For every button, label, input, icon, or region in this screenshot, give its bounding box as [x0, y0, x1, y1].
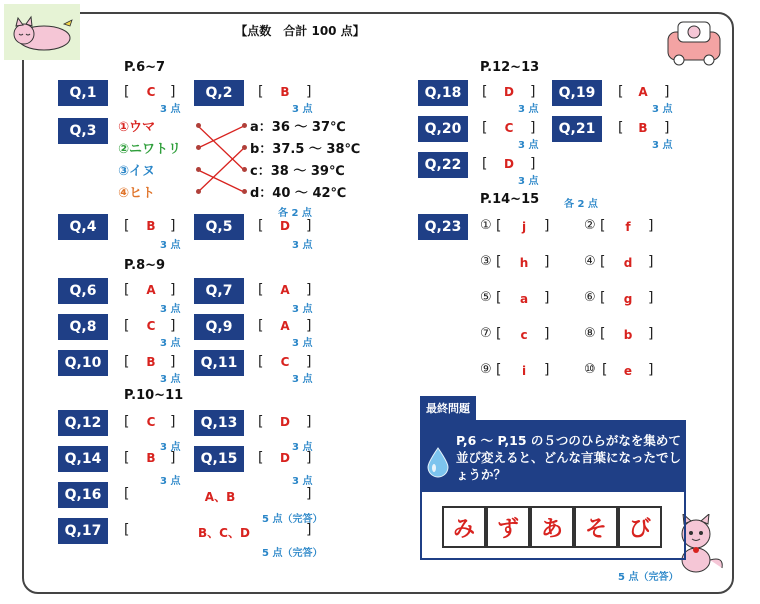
match-left-4: ④ヒト [118, 186, 156, 201]
points-q2: 3 点 [292, 104, 313, 115]
bracket-open: [ [496, 218, 502, 234]
answer-char-3: あ [530, 506, 574, 548]
points-q3: 各 2 点 [278, 208, 312, 219]
question-label-q14: Q,14 [58, 446, 108, 472]
answer-char-2: ず [486, 506, 530, 548]
points-q12: 3 点 [160, 442, 181, 453]
answer-char-1: み [442, 506, 486, 548]
bracket-close: ] [306, 354, 312, 370]
points-q11: 3 点 [292, 374, 313, 385]
q23-answer-4: d [623, 256, 633, 270]
bracket-close: ] [530, 84, 536, 100]
answer-char-4: そ [574, 506, 618, 548]
q23-answer-5: a [519, 292, 529, 306]
answer-q14: B [146, 451, 156, 465]
answer-q15: D [280, 451, 290, 465]
question-label-q16: Q,16 [58, 482, 108, 508]
q23-answer-2: f [625, 220, 631, 234]
match-dot [196, 167, 201, 172]
q23-item-number: ⑦ [480, 326, 492, 341]
match-right-b: b：37.5 ～ 38℃ [250, 142, 361, 157]
points-q22: 3 点 [518, 176, 539, 187]
bracket-open: [ [600, 218, 606, 234]
q23-answer-8: b [623, 328, 633, 342]
bracket-close: ] [170, 318, 176, 334]
bracket-close: ] [306, 450, 312, 466]
section-heading-p10-11: P.10~11 [124, 388, 184, 403]
bracket-open: [ [124, 282, 130, 298]
bracket-open: [ [618, 84, 624, 100]
question-label-q12: Q,12 [58, 410, 108, 436]
bracket-open: [ [124, 354, 130, 370]
match-dot [242, 145, 247, 150]
final-question-heading: 最終問題 [420, 396, 476, 420]
q23-item-number: ⑩ [584, 362, 596, 377]
question-label-q20: Q,20 [418, 116, 468, 142]
bracket-open: [ [258, 414, 264, 430]
bracket-close: ] [648, 326, 654, 342]
q23-item-number: ① [480, 218, 492, 233]
bracket-close: ] [170, 450, 176, 466]
q23-item-number: ③ [480, 254, 492, 269]
q23-item-number: ⑧ [584, 326, 596, 341]
question-label-q10: Q,10 [58, 350, 108, 376]
answer-q21: B [638, 121, 648, 135]
points-q6: 3 点 [160, 304, 181, 315]
bracket-open: [ [496, 362, 502, 378]
bracket-open: [ [258, 84, 264, 100]
bracket-close: ] [306, 522, 312, 538]
answer-q17: B、C、D [198, 526, 250, 540]
bracket-open: [ [258, 282, 264, 298]
bracket-close: ] [664, 84, 670, 100]
answer-q11: C [280, 355, 290, 369]
page-title: 【点数 合計 100 点】 [235, 24, 365, 38]
q23-answer-10: e [623, 364, 633, 378]
answer-q5: D [280, 219, 290, 233]
answer-q10: B [146, 355, 156, 369]
question-label-q18: Q,18 [418, 80, 468, 106]
bracket-close: ] [170, 84, 176, 100]
bracket-open: [ [258, 218, 264, 234]
bracket-close: ] [306, 282, 312, 298]
bracket-close: ] [664, 120, 670, 136]
bracket-close: ] [170, 414, 176, 430]
bracket-open: [ [124, 218, 130, 234]
bracket-open: [ [124, 486, 130, 502]
bracket-close: ] [170, 282, 176, 298]
match-right-d: d：40 ～ 42℃ [250, 186, 347, 201]
bracket-close: ] [544, 326, 550, 342]
bracket-open: [ [600, 290, 606, 306]
points-q1: 3 点 [160, 104, 181, 115]
question-label-q5: Q,5 [194, 214, 244, 240]
match-dot [196, 189, 201, 194]
question-label-q8: Q,8 [58, 314, 108, 340]
bracket-open: [ [482, 84, 488, 100]
answer-q9: A [280, 319, 290, 333]
answer-q4: B [146, 219, 156, 233]
question-label-q17: Q,17 [58, 518, 108, 544]
bracket-close: ] [648, 290, 654, 306]
points-q20: 3 点 [518, 140, 539, 151]
q23-item-number: ④ [584, 254, 596, 269]
question-label-q6: Q,6 [58, 278, 108, 304]
bracket-close: ] [544, 218, 550, 234]
question-label-q3: Q,3 [58, 118, 108, 144]
q23-item-number: ⑨ [480, 362, 492, 377]
final-question-text: P,6 ～ P,15 の５つのひらがなを集めて並び変えると、どんな言葉になったでしょうか？ [456, 433, 682, 482]
section-heading-p14-15: P.14~15 [480, 192, 540, 207]
bracket-close: ] [306, 318, 312, 334]
bracket-open: [ [124, 318, 130, 334]
answer-q2: B [280, 85, 290, 99]
question-label-q13: Q,13 [194, 410, 244, 436]
match-dot [242, 123, 247, 128]
bracket-open: [ [600, 254, 606, 270]
points-q15: 3 点 [292, 476, 313, 487]
match-right-a: a：36 ～ 37℃ [250, 120, 346, 135]
section-heading-p6-7: P.6~7 [124, 60, 166, 75]
points-q10: 3 点 [160, 374, 181, 385]
match-dot [196, 123, 201, 128]
points-final: 5 点（完答） [618, 572, 679, 583]
bracket-close: ] [306, 218, 312, 234]
points-q7: 3 点 [292, 304, 313, 315]
bracket-open: [ [258, 318, 264, 334]
question-label-q22: Q,22 [418, 152, 468, 178]
bracket-close: ] [306, 486, 312, 502]
section-heading-p12-13: P.12~13 [480, 60, 540, 75]
match-left-1: ①ウマ [118, 120, 156, 135]
bracket-close: ] [306, 84, 312, 100]
question-label-q4: Q,4 [58, 214, 108, 240]
bracket-open: [ [496, 254, 502, 270]
answer-q18: D [504, 85, 514, 99]
bracket-open: [ [124, 414, 130, 430]
bracket-close: ] [648, 254, 654, 270]
answer-q6: A [146, 283, 156, 297]
bracket-open: [ [602, 362, 608, 378]
bracket-open: [ [258, 354, 264, 370]
bracket-close: ] [170, 354, 176, 370]
bracket-close: ] [648, 218, 654, 234]
q23-answer-6: g [623, 292, 633, 306]
points-q8: 3 点 [160, 338, 181, 349]
answer-q7: A [280, 283, 290, 297]
bracket-open: [ [600, 326, 606, 342]
match-dot [196, 145, 201, 150]
match-dot [242, 189, 247, 194]
answer-q20: C [504, 121, 514, 135]
cat-in-car-illustration [664, 18, 724, 68]
q23-answer-1: j [521, 220, 527, 234]
bracket-close: ] [544, 254, 550, 270]
points-q21: 3 点 [652, 140, 673, 151]
question-label-q2: Q,2 [194, 80, 244, 106]
points-q13: 3 点 [292, 442, 313, 453]
question-label-q7: Q,7 [194, 278, 244, 304]
bracket-open: [ [258, 450, 264, 466]
answer-q1: C [146, 85, 156, 99]
section-heading-p8-9: P.8~9 [124, 258, 166, 273]
points-q16: 5 点（完答） [262, 514, 323, 525]
q23-item-number: ⑤ [480, 290, 492, 305]
bracket-close: ] [648, 362, 654, 378]
points-q18: 3 点 [518, 104, 539, 115]
water-drop-icon [426, 446, 450, 478]
q23-answer-3: h [519, 256, 529, 270]
match-dot [242, 167, 247, 172]
bracket-open: [ [496, 290, 502, 306]
points-q14: 3 点 [160, 476, 181, 487]
bracket-close: ] [530, 156, 536, 172]
bracket-close: ] [530, 120, 536, 136]
q23-answer-9: i [521, 364, 527, 378]
bracket-close: ] [306, 414, 312, 430]
match-right-c: c：38 ～ 39℃ [250, 164, 345, 179]
question-label-q19: Q,19 [552, 80, 602, 106]
question-label-q9: Q,9 [194, 314, 244, 340]
q23-item-number: ⑥ [584, 290, 596, 305]
points-q4: 3 点 [160, 240, 181, 251]
bracket-close: ] [544, 290, 550, 306]
bracket-open: [ [124, 522, 130, 538]
question-label-q1: Q,1 [58, 80, 108, 106]
match-left-2: ②ニワトリ [118, 142, 182, 157]
bracket-open: [ [496, 326, 502, 342]
bracket-open: [ [482, 120, 488, 136]
points-q5: 3 点 [292, 240, 313, 251]
bracket-open: [ [124, 450, 130, 466]
bracket-open: [ [482, 156, 488, 172]
question-label-q21: Q,21 [552, 116, 602, 142]
points-q9: 3 点 [292, 338, 313, 349]
points-q19: 3 点 [652, 104, 673, 115]
answer-q22: D [504, 157, 514, 171]
question-label-q11: Q,11 [194, 350, 244, 376]
points-q23: 各 2 点 [564, 199, 598, 210]
question-label-q23: Q,23 [418, 214, 468, 240]
answer-char-5: び [618, 506, 662, 548]
bracket-close: ] [544, 362, 550, 378]
match-left-3: ③イヌ [118, 164, 156, 179]
bracket-open: [ [124, 84, 130, 100]
q23-item-number: ② [584, 218, 596, 233]
answer-q19: A [638, 85, 648, 99]
bracket-close: ] [170, 218, 176, 234]
points-q17: 5 点（完答） [262, 548, 323, 559]
answer-q16: A、B [204, 490, 236, 504]
bracket-open: [ [618, 120, 624, 136]
answer-q12: C [146, 415, 156, 429]
question-label-q15: Q,15 [194, 446, 244, 472]
answer-q13: D [280, 415, 290, 429]
q23-answer-7: c [520, 328, 528, 342]
answer-q8: C [146, 319, 156, 333]
matching-lines [190, 118, 254, 198]
